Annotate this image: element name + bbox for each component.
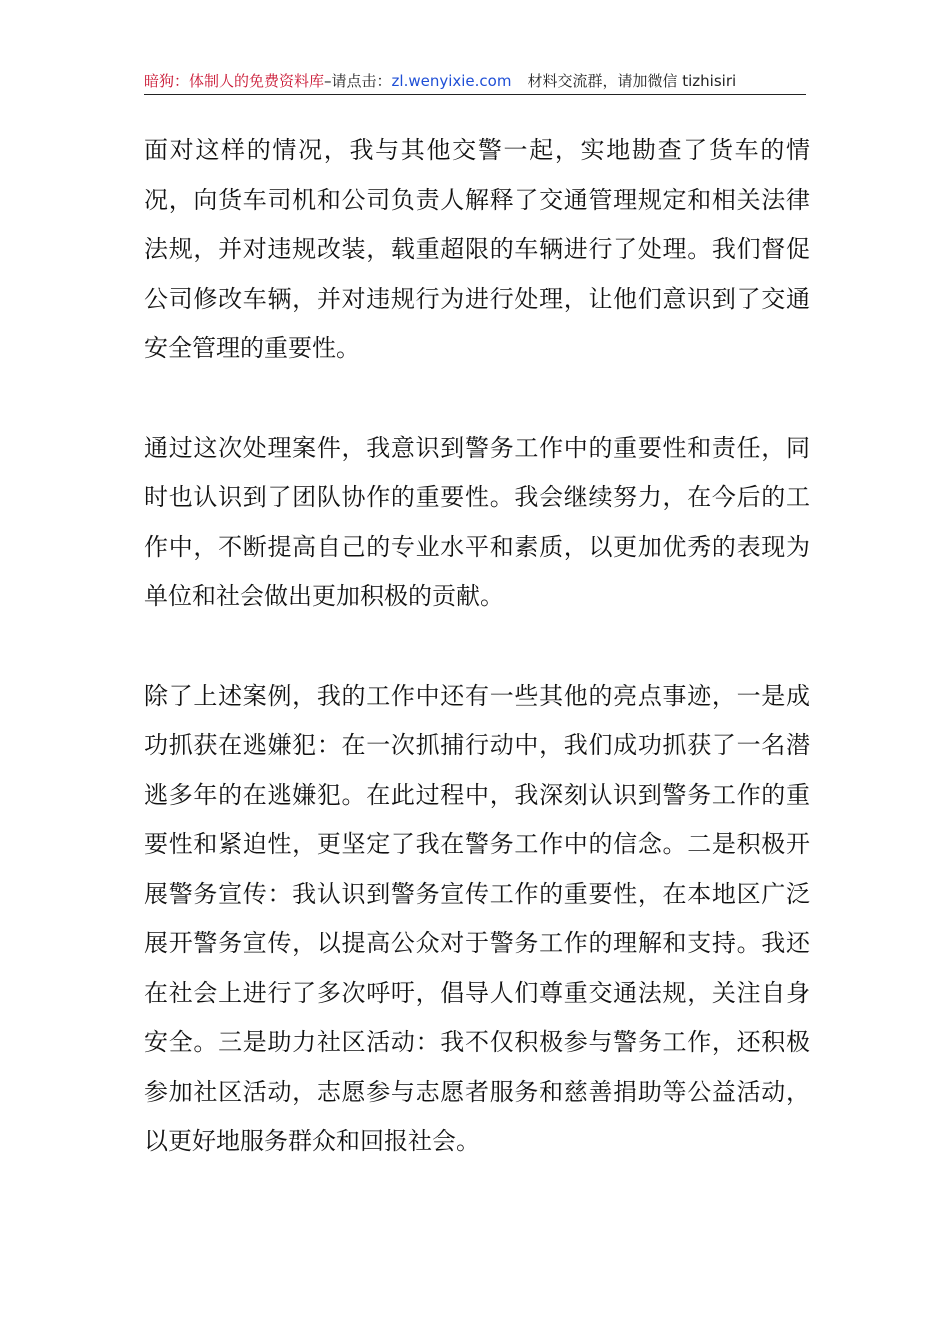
- page-header: [144, 68, 806, 95]
- header-link[interactable]: zl.wenyixie.com: [391, 72, 512, 90]
- document-body: [144, 126, 810, 1217]
- paragraph-3: 除了上述案例，我的工作中还有一些其他的亮点事迹，一是成功抓获在逃嫌犯：在一次抓捕行动中，我们成功抓获了一名潜逃多年的在逃嫌犯。在此过程中，我深刻认识到警务工作的重要性和紧迫性，更坚定了我在警务工作中的信念。二是积极开展警务宣传：我认识到警务宣传工作的重要性，在本地区广泛展开警务宣传，以提高公众对于警务工作的理解和支持。我还在社会上进行了多次呼吁，倡导人们尊重交通法规，关注自身安全。三是助力社区活动：我不仅积极参与警务工作，还积极参加社区活动，志愿参与志愿者服务和慈善捐助等公益活动，以更好地服务群众和回报社会。: [144, 681, 810, 1155]
- header-group-note: 材料交流群，请加微信 tizhisiri: [527, 72, 737, 90]
- header-separator: –请点击：: [324, 72, 392, 90]
- paragraph-1: 面对这样的情况，我与其他交警一起，实地勘查了货车的情况，向货车司机和公司负责人解释了交通管理规定和相关法律法规，并对违规改装，载重超限的车辆进行了处理。我们督促公司修改车辆，并对违规行为进行处理，让他们意识到了交通安全管理的重要性。: [144, 136, 810, 362]
- header-brand: 暗狗：体制人的免费资料库: [144, 72, 325, 90]
- paragraph-2: 通过这次处理案件，我意识到警务工作中的重要性和责任，同时也认识到了团队协作的重要性。我会继续努力，在今后的工作中，不断提高自己的专业水平和素质，以更加优秀的表现为单位和社会做出更加积极的贡献。: [144, 433, 810, 610]
